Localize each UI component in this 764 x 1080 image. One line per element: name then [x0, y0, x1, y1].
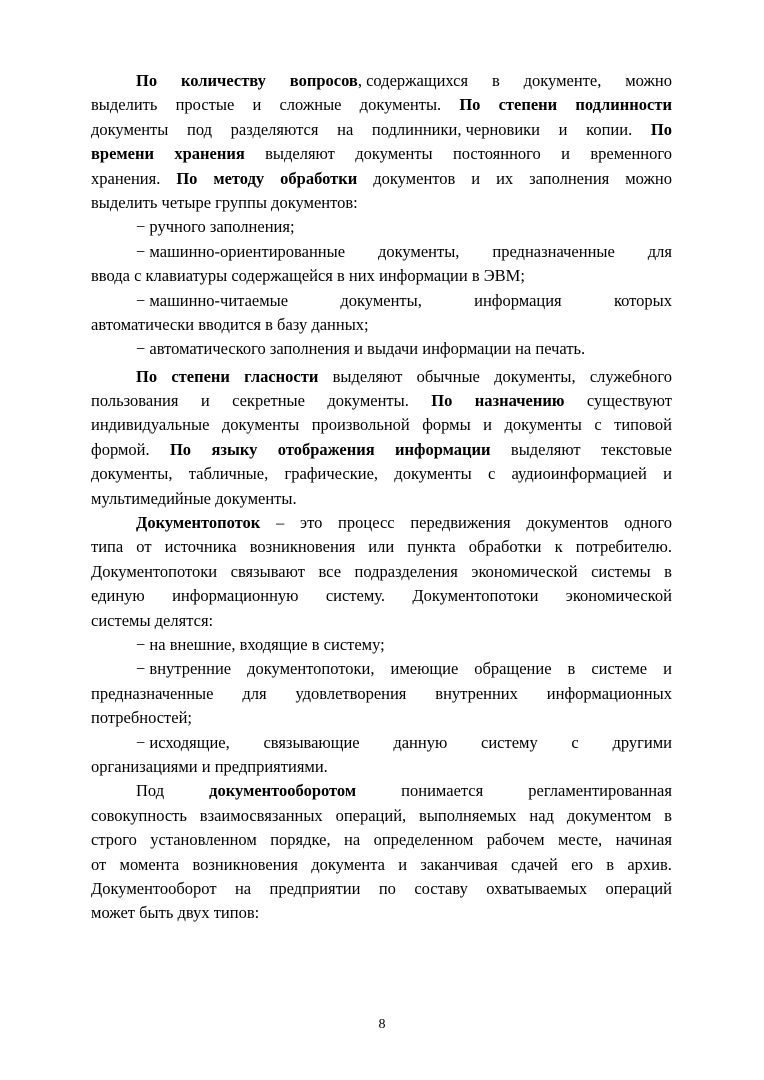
- text-segment: методу: [213, 168, 265, 188]
- text-segment: По: [136, 71, 158, 90]
- text-segment: обработки: [280, 168, 358, 188]
- text-segment: подлинники, черновики: [371, 119, 540, 139]
- text-segment: существуют: [586, 391, 672, 411]
- text-segment: удовлетворения: [295, 683, 407, 703]
- list-item: [91, 215, 672, 239]
- text-segment: Документопотоки: [91, 561, 218, 581]
- text-segment: документы,: [340, 290, 422, 310]
- text-segment: с: [571, 732, 579, 752]
- text-line: [91, 779, 672, 803]
- text-segment: или: [368, 537, 395, 557]
- text-segment: и: [558, 119, 568, 139]
- text-line: [91, 365, 672, 389]
- text-segment: и: [200, 391, 210, 411]
- text-segment: в: [606, 854, 615, 874]
- text-segment: выделяют: [332, 366, 403, 386]
- text-segment: потребителю.: [575, 537, 672, 557]
- text-segment: это: [300, 513, 323, 533]
- text-segment: одного: [624, 513, 672, 533]
- text-segment: определенном: [373, 830, 474, 850]
- text-line: [91, 438, 672, 462]
- text-segment: документы.: [359, 95, 442, 115]
- text-segment: регламентированная: [528, 781, 672, 801]
- text-segment: в: [491, 71, 500, 90]
- text-line: [91, 560, 672, 584]
- text-line: [91, 511, 672, 535]
- text-segment: с: [487, 464, 496, 484]
- text-segment: выделяют: [510, 439, 581, 459]
- text-segment: формой.: [91, 439, 150, 459]
- text-segment: и: [561, 144, 570, 164]
- text-segment: ввода с клавиатуры содержащейся в них информации в ЭВМ;: [91, 266, 525, 286]
- text-line: [91, 877, 672, 901]
- text-segment: потребностей;: [91, 708, 193, 728]
- list-item: [91, 657, 672, 681]
- text-segment: документооборотом: [209, 781, 357, 801]
- text-segment: сложные: [279, 95, 342, 115]
- text-segment: внутренних: [435, 683, 518, 703]
- text-line: [91, 69, 672, 93]
- text-segment: экономической: [565, 586, 672, 606]
- text-segment: сдачей: [510, 854, 558, 874]
- text-line: [91, 462, 672, 486]
- text-segment: обычные: [416, 366, 480, 386]
- text-segment: системы делятся:: [91, 610, 214, 630]
- list-item: [91, 731, 672, 755]
- text-segment: которых: [613, 290, 672, 310]
- text-segment: назначению: [474, 391, 565, 411]
- text-segment: − машинно-ориентированные: [136, 241, 346, 261]
- page-body: [91, 69, 672, 926]
- text-segment: обработки: [468, 537, 542, 557]
- text-segment: единую: [91, 586, 145, 606]
- text-segment: передвижения: [410, 513, 511, 533]
- text-segment: операций,: [335, 805, 407, 825]
- text-segment: документы,: [377, 241, 460, 261]
- text-segment: момента: [119, 854, 180, 874]
- text-segment: пункта: [407, 537, 456, 557]
- text-segment: − исходящие,: [136, 732, 230, 752]
- text-segment: имеющие: [390, 659, 459, 679]
- text-segment: языку: [211, 439, 258, 459]
- text-segment: информации: [395, 439, 491, 459]
- text-segment: архив.: [627, 854, 672, 874]
- text-segment: секретные: [232, 391, 305, 411]
- text-segment: документы: [91, 119, 169, 139]
- text-line: [91, 93, 672, 117]
- text-segment: подразделения: [354, 561, 458, 581]
- text-segment: По: [176, 168, 198, 188]
- text-segment: − машинно-читаемые: [136, 290, 289, 310]
- text-segment: хранения.: [91, 168, 161, 188]
- text-segment: подлинности: [575, 95, 672, 115]
- text-line: [91, 413, 672, 437]
- text-segment: автоматически вводится в базу данных;: [91, 314, 369, 334]
- text-segment: предприятии: [269, 878, 361, 898]
- text-segment: заполнения: [529, 168, 610, 188]
- text-segment: в: [664, 561, 672, 581]
- text-segment: и: [471, 168, 481, 188]
- text-line: [91, 584, 672, 608]
- text-segment: под: [187, 119, 213, 139]
- text-line: [91, 487, 672, 511]
- text-segment: порядке,: [270, 830, 331, 850]
- text-line: [91, 191, 672, 215]
- text-line: [91, 313, 672, 337]
- text-segment: информация: [474, 290, 562, 310]
- text-segment: все: [318, 561, 342, 581]
- text-line: [91, 609, 672, 633]
- text-line: [91, 167, 672, 191]
- text-segment: графические,: [284, 464, 379, 484]
- text-segment: по: [378, 878, 396, 898]
- text-segment: произвольной: [311, 415, 410, 435]
- text-segment: служебного: [589, 366, 672, 386]
- text-segment: операций: [605, 878, 672, 898]
- text-segment: может быть двух типов:: [91, 903, 260, 923]
- text-segment: времени: [91, 144, 154, 164]
- text-segment: и: [483, 415, 493, 435]
- text-line: [91, 264, 672, 288]
- text-segment: хранения: [174, 144, 245, 164]
- text-segment: По: [431, 391, 453, 411]
- text-segment: связывающие: [263, 732, 360, 752]
- text-segment: систему.: [325, 586, 385, 606]
- text-line: [91, 828, 672, 852]
- text-segment: на: [344, 830, 361, 850]
- text-segment: копии.: [586, 119, 633, 139]
- text-segment: выделяют: [265, 144, 335, 164]
- text-segment: данную: [393, 732, 448, 752]
- list-item: [91, 337, 672, 361]
- text-segment: По: [459, 95, 481, 115]
- text-line: [91, 682, 672, 706]
- text-segment: документы: [394, 464, 472, 484]
- text-segment: документы,: [494, 366, 576, 386]
- text-segment: понимается: [401, 781, 484, 801]
- text-segment: выделить четыре группы документов:: [91, 192, 358, 212]
- text-segment: Документопотоки: [412, 586, 539, 606]
- text-segment: другими: [612, 732, 672, 752]
- text-segment: в: [664, 805, 672, 825]
- text-segment: документе,: [523, 71, 602, 90]
- text-segment: Документопоток: [136, 513, 261, 533]
- text-segment: документом: [566, 805, 652, 825]
- page-number: 8: [378, 1017, 386, 1032]
- text-segment: − ручного заполнения;: [136, 217, 295, 237]
- text-segment: постоянного: [452, 144, 541, 164]
- text-line: [91, 118, 672, 142]
- text-segment: По: [169, 439, 192, 459]
- text-segment: типовой: [614, 415, 672, 435]
- text-segment: предназначенные: [91, 683, 214, 703]
- text-segment: и: [252, 95, 262, 115]
- text-segment: временного: [590, 144, 672, 164]
- text-segment: и: [398, 854, 408, 874]
- text-segment: систему: [481, 732, 538, 752]
- text-segment: к: [554, 537, 563, 557]
- text-segment: на: [234, 878, 252, 898]
- text-segment: Документооборот: [91, 878, 217, 898]
- text-segment: организациями и предприятиями.: [91, 756, 328, 776]
- text-segment: возникновения: [249, 537, 356, 557]
- text-segment: документопотоки,: [247, 659, 375, 679]
- text-segment: мультимедийные документы.: [91, 488, 297, 508]
- text-segment: гласности: [244, 366, 319, 386]
- text-segment: разделяются: [230, 119, 319, 139]
- text-line: [91, 706, 672, 730]
- text-segment: документы: [221, 415, 300, 435]
- text-segment: их: [496, 168, 514, 188]
- text-segment: взаимосвязанных: [199, 805, 323, 825]
- text-segment: формы: [422, 415, 471, 435]
- list-item: [91, 289, 672, 313]
- text-segment: можно: [625, 71, 672, 90]
- text-segment: выполняемых: [419, 805, 517, 825]
- text-segment: − на внешние, входящие в систему;: [136, 634, 385, 654]
- text-segment: отображения: [277, 439, 375, 459]
- text-line: [91, 755, 672, 779]
- text-segment: заканчивая: [420, 854, 498, 874]
- text-segment: типа: [91, 537, 124, 557]
- text-segment: пользования: [91, 391, 179, 411]
- text-segment: установленном: [150, 830, 257, 850]
- text-line: [91, 142, 672, 166]
- text-segment: системы: [591, 561, 651, 581]
- text-segment: возникновения: [192, 854, 298, 874]
- text-segment: –: [276, 513, 285, 533]
- text-segment: информационных: [546, 683, 672, 703]
- text-segment: − внутренние: [136, 659, 232, 679]
- text-segment: − автоматического заполнения и выдачи информации на печать.: [136, 339, 586, 359]
- text-segment: от: [91, 854, 107, 874]
- text-segment: начиная: [615, 830, 672, 850]
- list-item: [91, 240, 672, 264]
- text-segment: системе: [591, 659, 648, 679]
- text-segment: охватываемых: [486, 878, 588, 898]
- text-segment: с: [594, 415, 602, 435]
- list-item: [91, 633, 672, 657]
- text-segment: на: [337, 119, 354, 139]
- text-segment: документы.: [327, 391, 409, 411]
- text-segment: и: [663, 464, 672, 484]
- text-segment: документа: [311, 854, 385, 874]
- text-segment: месте,: [557, 830, 603, 850]
- text-segment: от: [136, 537, 152, 557]
- text-segment: По: [650, 119, 672, 139]
- text-segment: предназначенные: [492, 241, 615, 261]
- text-line: [91, 804, 672, 828]
- text-segment: количеству: [180, 71, 266, 90]
- text-segment: в: [567, 659, 576, 679]
- text-segment: документов: [373, 168, 456, 188]
- text-segment: экономической: [471, 561, 578, 581]
- text-segment: вопросов, содержащихся: [289, 71, 469, 90]
- text-segment: над: [529, 805, 554, 825]
- text-segment: документов: [526, 513, 609, 533]
- text-segment: строго: [91, 830, 137, 850]
- text-segment: можно: [625, 168, 672, 188]
- text-segment: процесс: [338, 513, 395, 533]
- text-line: [91, 389, 672, 413]
- text-segment: и: [663, 659, 672, 679]
- text-segment: информационную: [172, 586, 299, 606]
- text-segment: документы,: [91, 464, 173, 484]
- text-line: [91, 853, 672, 877]
- text-segment: источника: [164, 537, 237, 557]
- text-segment: для: [647, 241, 672, 261]
- text-segment: связывают: [230, 561, 305, 581]
- text-segment: индивидуальные: [91, 415, 210, 435]
- text-segment: простые: [175, 95, 235, 115]
- text-line: [91, 535, 672, 559]
- text-segment: Под: [136, 781, 165, 801]
- text-segment: его: [571, 854, 594, 874]
- text-segment: для: [242, 683, 267, 703]
- text-segment: составу: [414, 878, 468, 898]
- text-segment: аудиоинформацией: [511, 464, 647, 484]
- text-segment: рабочем: [486, 830, 545, 850]
- text-segment: табличные,: [188, 464, 269, 484]
- text-segment: степени: [171, 366, 230, 386]
- text-segment: документы: [355, 144, 433, 164]
- text-segment: степени: [498, 95, 558, 115]
- text-segment: текстовые: [601, 439, 672, 459]
- text-segment: совокупность: [91, 805, 187, 825]
- text-line: [91, 901, 672, 925]
- text-segment: документы: [504, 415, 582, 435]
- text-segment: обращение: [474, 659, 552, 679]
- text-segment: По: [136, 366, 158, 386]
- text-segment: выделить: [91, 95, 158, 115]
